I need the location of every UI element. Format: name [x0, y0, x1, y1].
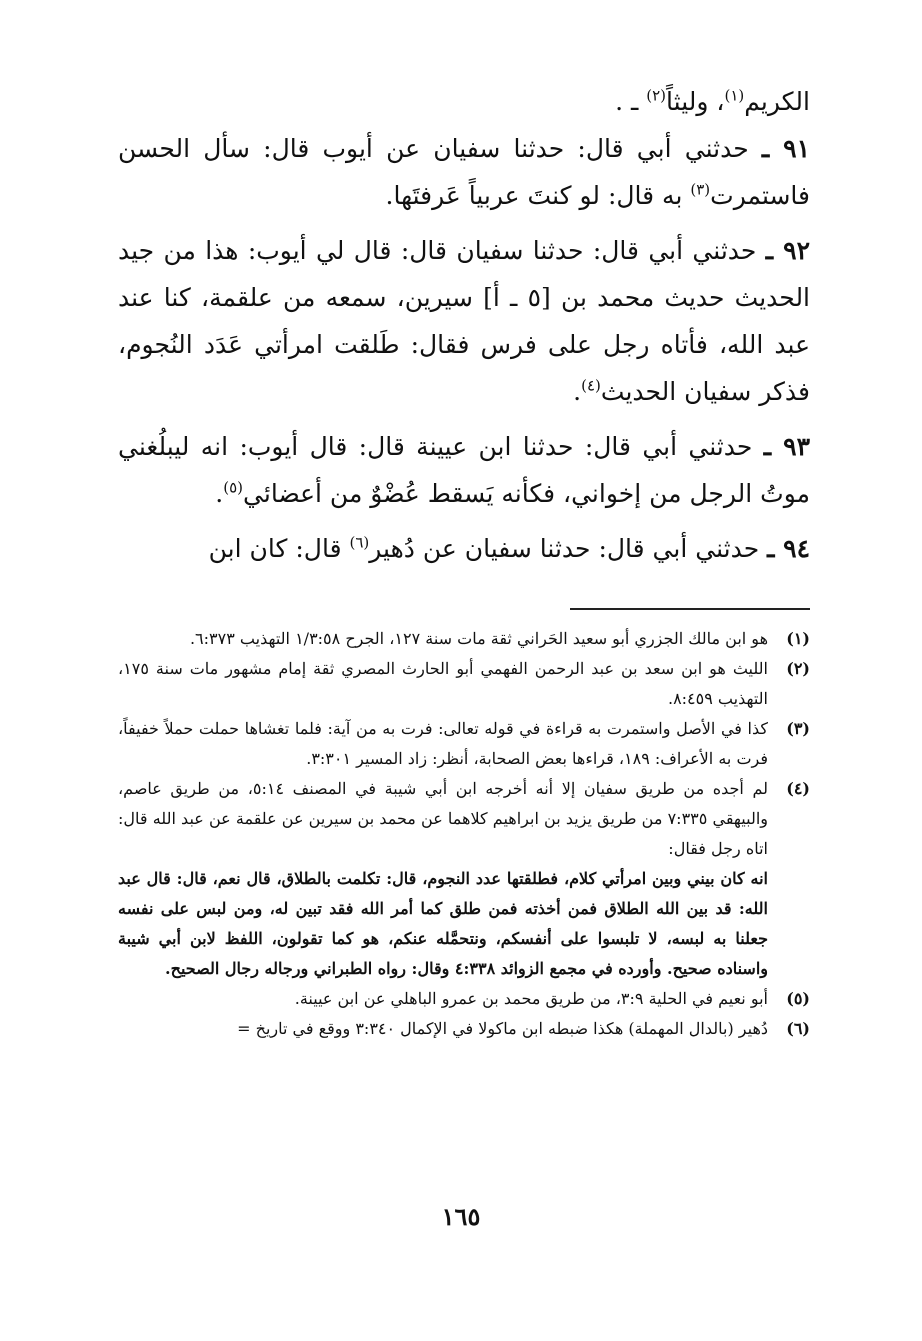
footnote-number: (٢)	[786, 659, 810, 678]
hadith-number: ٩٣ ـ	[763, 432, 810, 461]
footnote-ref-1[interactable]: (١)	[724, 86, 745, 105]
footnote-text: هو ابن مالك الجزري أبو سعيد الحَراني ثقة مات سنة ١٢٧، الجرح ١/٣:٥٨ التهذيب ٦:٣٧٣.	[189, 629, 768, 648]
hadith-94	[118, 525, 810, 572]
footnote-3	[118, 714, 810, 774]
hadith-text: حدثني أبي قال: حدثنا سفيان عن أيوب قال: سأل الحسن فاستمرت	[118, 134, 810, 210]
hadith-text: حدثني أبي قال: حدثنا سفيان عن دُهير	[369, 534, 768, 563]
hadith-93	[118, 423, 810, 517]
hadith-number: ٩١ ـ	[761, 134, 811, 163]
footnote-5	[118, 984, 810, 1014]
hadith-text-end: به قال: لو كنتَ عربياً عَرفتَها.	[385, 181, 691, 210]
footnote-ref-2[interactable]: (٢)	[646, 86, 667, 105]
footnote-number: (٤)	[786, 779, 810, 798]
footnote-text: الليث هو ابن سعد بن عبد الرحمن الفهمي أبو الحارث المصري ثقة إمام مشهور مات سنة ١٧٥، التهذيب ٨:٤٥٩.	[118, 659, 768, 708]
hadith-number: ٩٢ ـ	[765, 236, 810, 265]
hadith-text-end: .	[573, 377, 582, 406]
footnote-text: كذا في الأصل واستمرت به قراءة في قوله تعالى: فرت به من آية: فلما تغشاها حملت حملاً خفيفاً، فرت به الأعراف: ١٨٩، قراءها بعض الصحابة، أنظر: زاد المسير ٣:٣٠١.	[118, 719, 768, 768]
footnote-text: لم أجده من طريق سفيان إلا أنه أخرجه ابن أبي شيبة في المصنف ٥:١٤، من طريق عاصم، والبيهقي ٧:٣٣٥ من طريق يزيد بن ابراهيم كلاهما عن محمد بن سيرين عن علقمة عن عبد الله قال: اتاه رجل فقال:	[118, 779, 769, 858]
continuation-line	[118, 78, 810, 125]
footnote-number: (٣)	[786, 719, 810, 738]
footnote-ref-6[interactable]: (٦)	[349, 533, 370, 552]
hadith-text-end: قال: كان ابن	[208, 534, 350, 563]
footnote-ref-5[interactable]: (٥)	[223, 478, 244, 497]
footnote-number: (٦)	[786, 1019, 810, 1038]
footnote-4	[118, 774, 810, 864]
hadith-text-end: .	[215, 479, 224, 508]
footnote-number: (٥)	[786, 989, 810, 1008]
page-number: ١٦٥	[441, 1202, 481, 1231]
footnote-ref-3[interactable]: (٣)	[690, 180, 711, 199]
footnote-number: (١)	[786, 629, 810, 648]
hadith-number: ٩٤ ـ	[767, 534, 810, 563]
hadith-text: حدثني أبي قال: حدثنا سفيان قال: قال لي أيوب: هذا من جيد الحديث حديث محمد بن [٥ ـ أ] سيرين، سمعه من علقمة، كنا عند عبد الله، فأتاه رجل على فرس فقال: طَلقت امرأتي عَدَد النُجوم، فذكر سفيان الحديث	[118, 236, 811, 406]
footnote-6	[118, 1014, 810, 1044]
hadith-92	[118, 227, 810, 415]
footnote-text: دُهير (بالدال المهملة) هكذا ضبطه ابن ماكولا في الإكمال ٣:٣٤٠ ووقع في تاريخ =	[237, 1019, 768, 1038]
hadith-text: حدثني أبي قال: حدثنا ابن عيينة قال: قال أيوب: انه ليبلُغني موتُ الرجل من إخواني، فكأنه يَسقط عُضْوٌ من أعضائي	[118, 432, 810, 508]
continuation-text-2: ، وليثاً	[666, 87, 725, 116]
footnote-divider	[570, 608, 810, 610]
footnote-ref-4[interactable]: (٤)	[581, 376, 601, 395]
footnote-1	[118, 624, 810, 654]
footnotes	[118, 624, 810, 1044]
footnote-4-quote: انه كان بيني وبين امرأتي كلام، فطلقتها عدد النجوم، قال: تكلمت بالطلاق، قال نعم، قال: قال عبد الله: قد بين الله الطلاق فمن أخذته فمن طلق كما أمر الله فقد تبين له، ومن لبس على نفسه جعلنا به لبسه، لا تلبسوا على أنفسكم، ونتحمَّله عنكم، هو كما تقولون، اللفظ لابن أبي شيبة واسناده صحيح. وأورده في مجمع الزوائد ٤:٣٣٨ وقال: رواه الطبراني ورجاله رجال الصحيح.	[118, 869, 768, 978]
continuation-text: الكريم	[744, 87, 810, 116]
footnote-text: أبو نعيم في الحلية ٣:٩، من طريق محمد بن عمرو الباهلي عن ابن عيينة.	[294, 989, 768, 1008]
continuation-end: ـ .	[615, 87, 647, 116]
hadith-91	[118, 125, 810, 219]
footnote-2	[118, 654, 810, 714]
